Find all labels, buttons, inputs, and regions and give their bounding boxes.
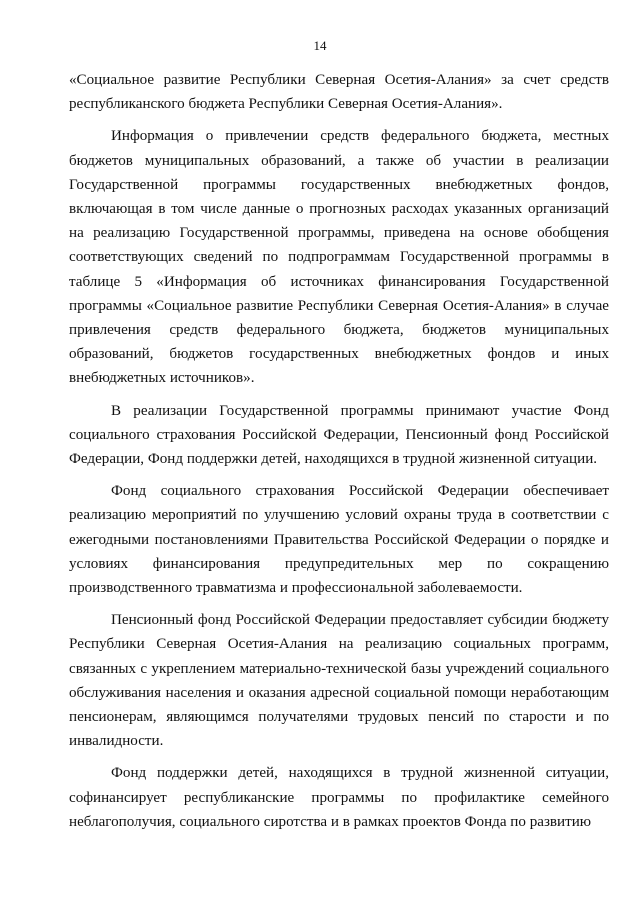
paragraph-social-insurance-fund: Фонд социального страхования Российской Федерации обеспечивает реализацию мероприятий по улучшению условий охраны труда в соответствии с ежегодными постановлениями Правительства Российской Федерации о порядке и условиях финансирования предупредительных мер по сокращению производственного травматизма и профессиональной заболеваемости. (69, 483, 609, 597)
paragraph-pension-fund: Пенсионный фонд Российской Федерации предоставляет субсидии бюджету Республики Северная Осетия-Алания на реализацию социальных программ, связанных с укреплением материально-технической базы учреждений социального обслуживания населения и оказания адресной социальной помощи неработающим пенсионерам, являющимся получателями трудовых пенсий по старости и по инвалидности. (69, 612, 609, 750)
paragraph-participants: В реализации Государственной программы принимают участие Фонд социального страхования Российской Федерации, Пенсионный фонд Российской Федерации, Фонд поддержки детей, находящихся в трудной жизненной ситуации. (69, 402, 609, 468)
body-text (69, 68, 609, 842)
page-number: 14 (313, 38, 327, 53)
paragraph-children-support-fund: Фонд поддержки детей, находящихся в трудной жизненной ситуации, софинансирует республиканские программы по профилактике семейного неблагополучия, социального сиротства и в рамках проектов Фонда по развитию (69, 765, 609, 830)
paragraph-funding-info: Информация о привлечении средств федерального бюджета, местных бюджетов муниципальных образований, а также об участии в реализации Государственной программы государственных внебюджетных фондов, включающая в том числе данные о прогнозных расходах указанных организаций на реализацию Государственной программы, приведена на основе обобщения соответствующих сведений по подпрограммам Государственной программы в таблице 5 «Информация об источниках финансирования Государственной программы «Социальное развитие Республики Северная Осетия-Алания» в случае привлечения средств федерального бюджета, бюджетов муниципальных образований, бюджетов государственных внебюджетных фондов и иных внебюджетных источников». (69, 128, 609, 387)
paragraph-continuation: «Социальное развитие Республики Северная Осетия-Алания» за счет средств республиканского бюджета Республики Северная Осетия-Алания». (69, 72, 609, 113)
